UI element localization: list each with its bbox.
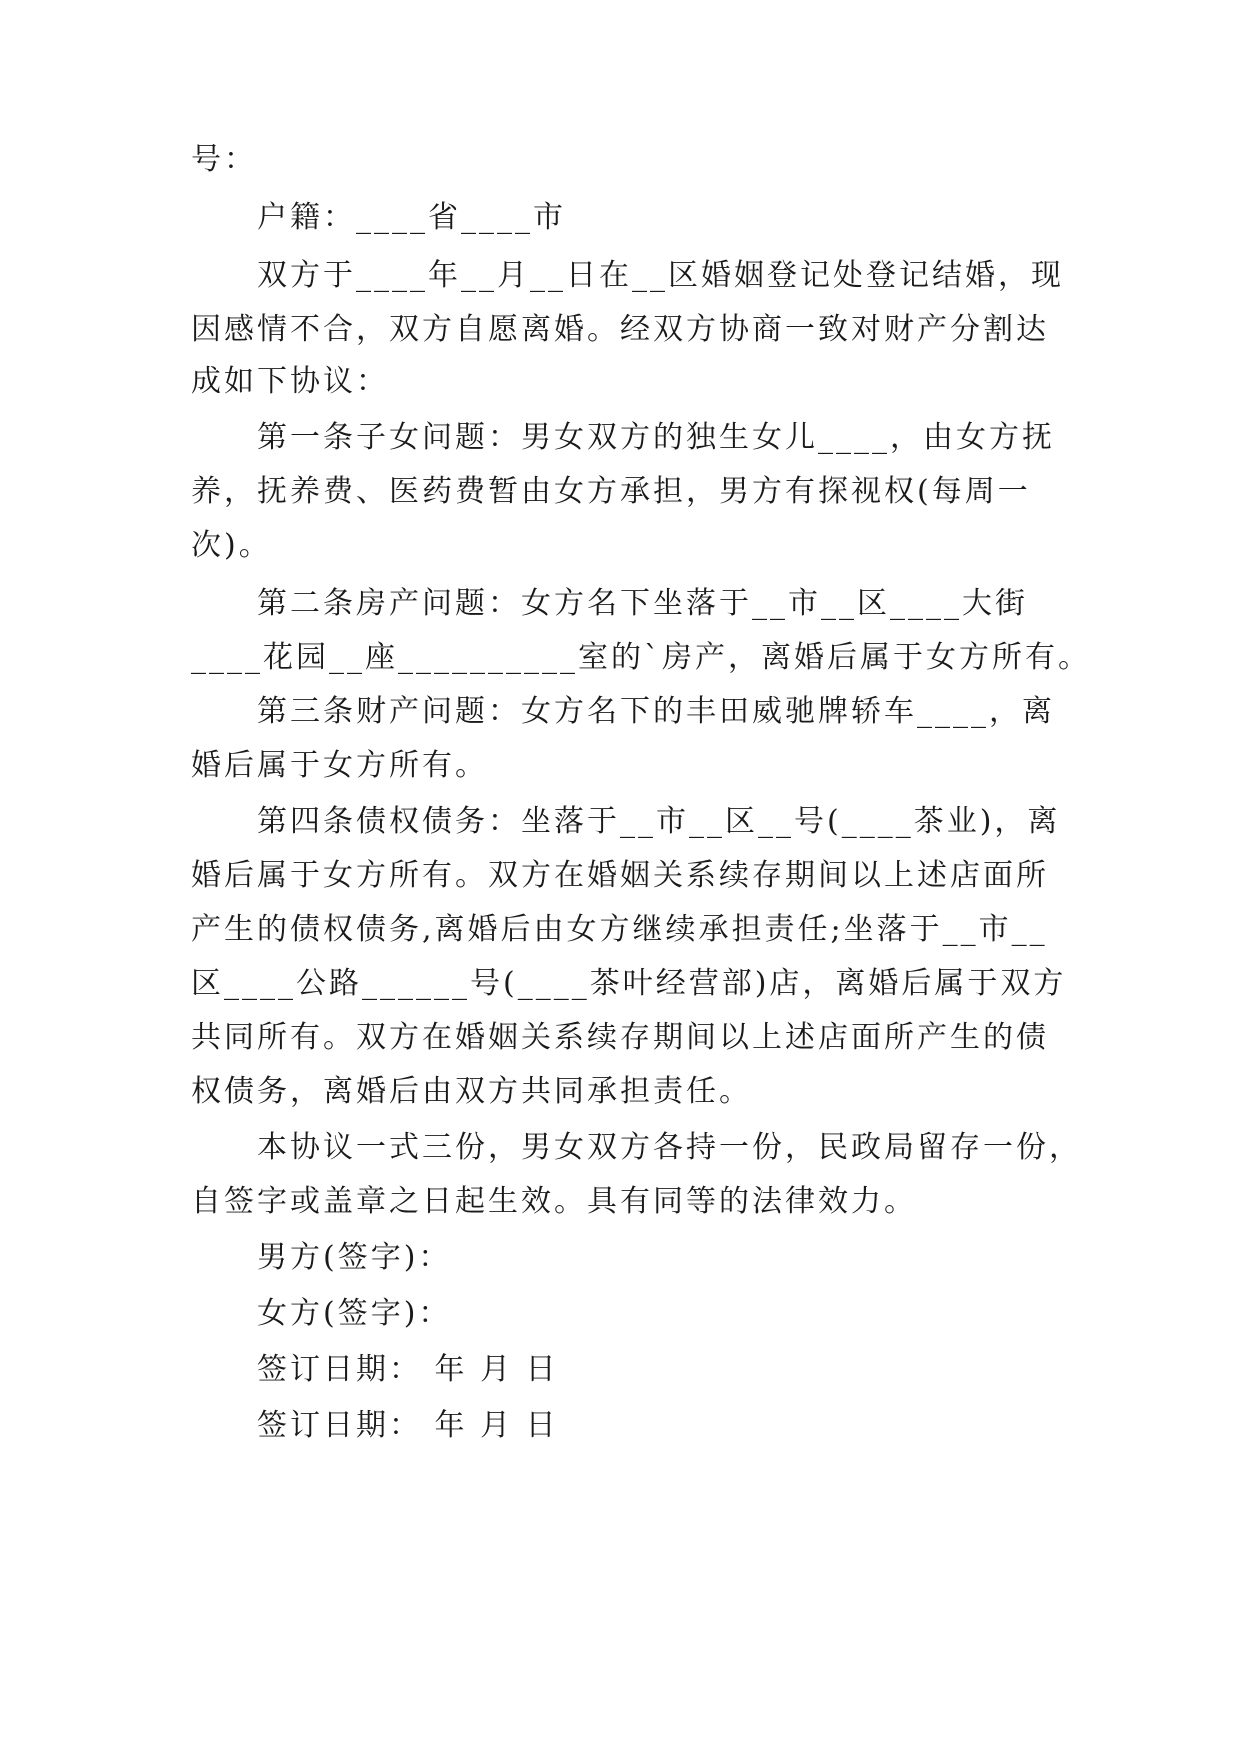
text-line: 本协议一式三份，男女双方各持一份，民政局留存一份， (257, 1130, 1082, 1165)
signing-date-line: 签订日期： 年 月 日 (257, 1408, 559, 1443)
text-line: 双方于____年__月__日在__区婚姻登记处登记结婚，现 (257, 258, 1064, 293)
text-line: 权债务，离婚后由双方共同承担责任。 (191, 1074, 752, 1109)
text-line: 区____公路______号(____茶叶经营部)店，离婚后属于双方 (191, 966, 1067, 1001)
text-line: 第三条财产问题：女方名下的丰田威驰牌轿车____，离 (257, 694, 1055, 729)
text-line: 养，抚养费、医药费暂由女方承担，男方有探视权(每周一 (191, 474, 1031, 509)
text-line: 次)。 (191, 528, 272, 563)
signing-date-line: 签订日期： 年 月 日 (257, 1352, 559, 1387)
text-line: ____花园__座__________室的`房产，离婚后属于女方所有。 (191, 640, 1091, 675)
signature-line-male: 男方(签字)： (257, 1240, 452, 1275)
text-line: 成如下协议： (191, 364, 389, 399)
text-line: 婚后属于女方所有。 (191, 748, 488, 783)
text-line: 因感情不合，双方自愿离婚。经双方协商一致对财产分割达 (191, 312, 1049, 347)
signature-line-female: 女方(签字)： (257, 1296, 452, 1331)
text-line: 第二条房产问题：女方名下坐落于__市__区____大街 (257, 586, 1028, 621)
text-line: 第四条债权债务：坐落于__市__区__号(____茶业)，离 (257, 804, 1061, 839)
text-line: 自签字或盖章之日起生效。具有同等的法律效力。 (191, 1184, 917, 1219)
text-line: 产生的债权债务,离婚后由女方继续承担责任;坐落于__市__ (191, 912, 1048, 947)
text-line: 号： (191, 142, 257, 177)
text-line: 婚后属于女方所有。双方在婚姻关系续存期间以上述店面所 (191, 858, 1049, 893)
text-line: 户籍：____省____市 (257, 200, 566, 235)
text-line: 第一条子女问题：男女双方的独生女儿____，由女方抚 (257, 420, 1055, 455)
text-line: 共同所有。双方在婚姻关系续存期间以上述店面所产生的债 (191, 1020, 1049, 1055)
